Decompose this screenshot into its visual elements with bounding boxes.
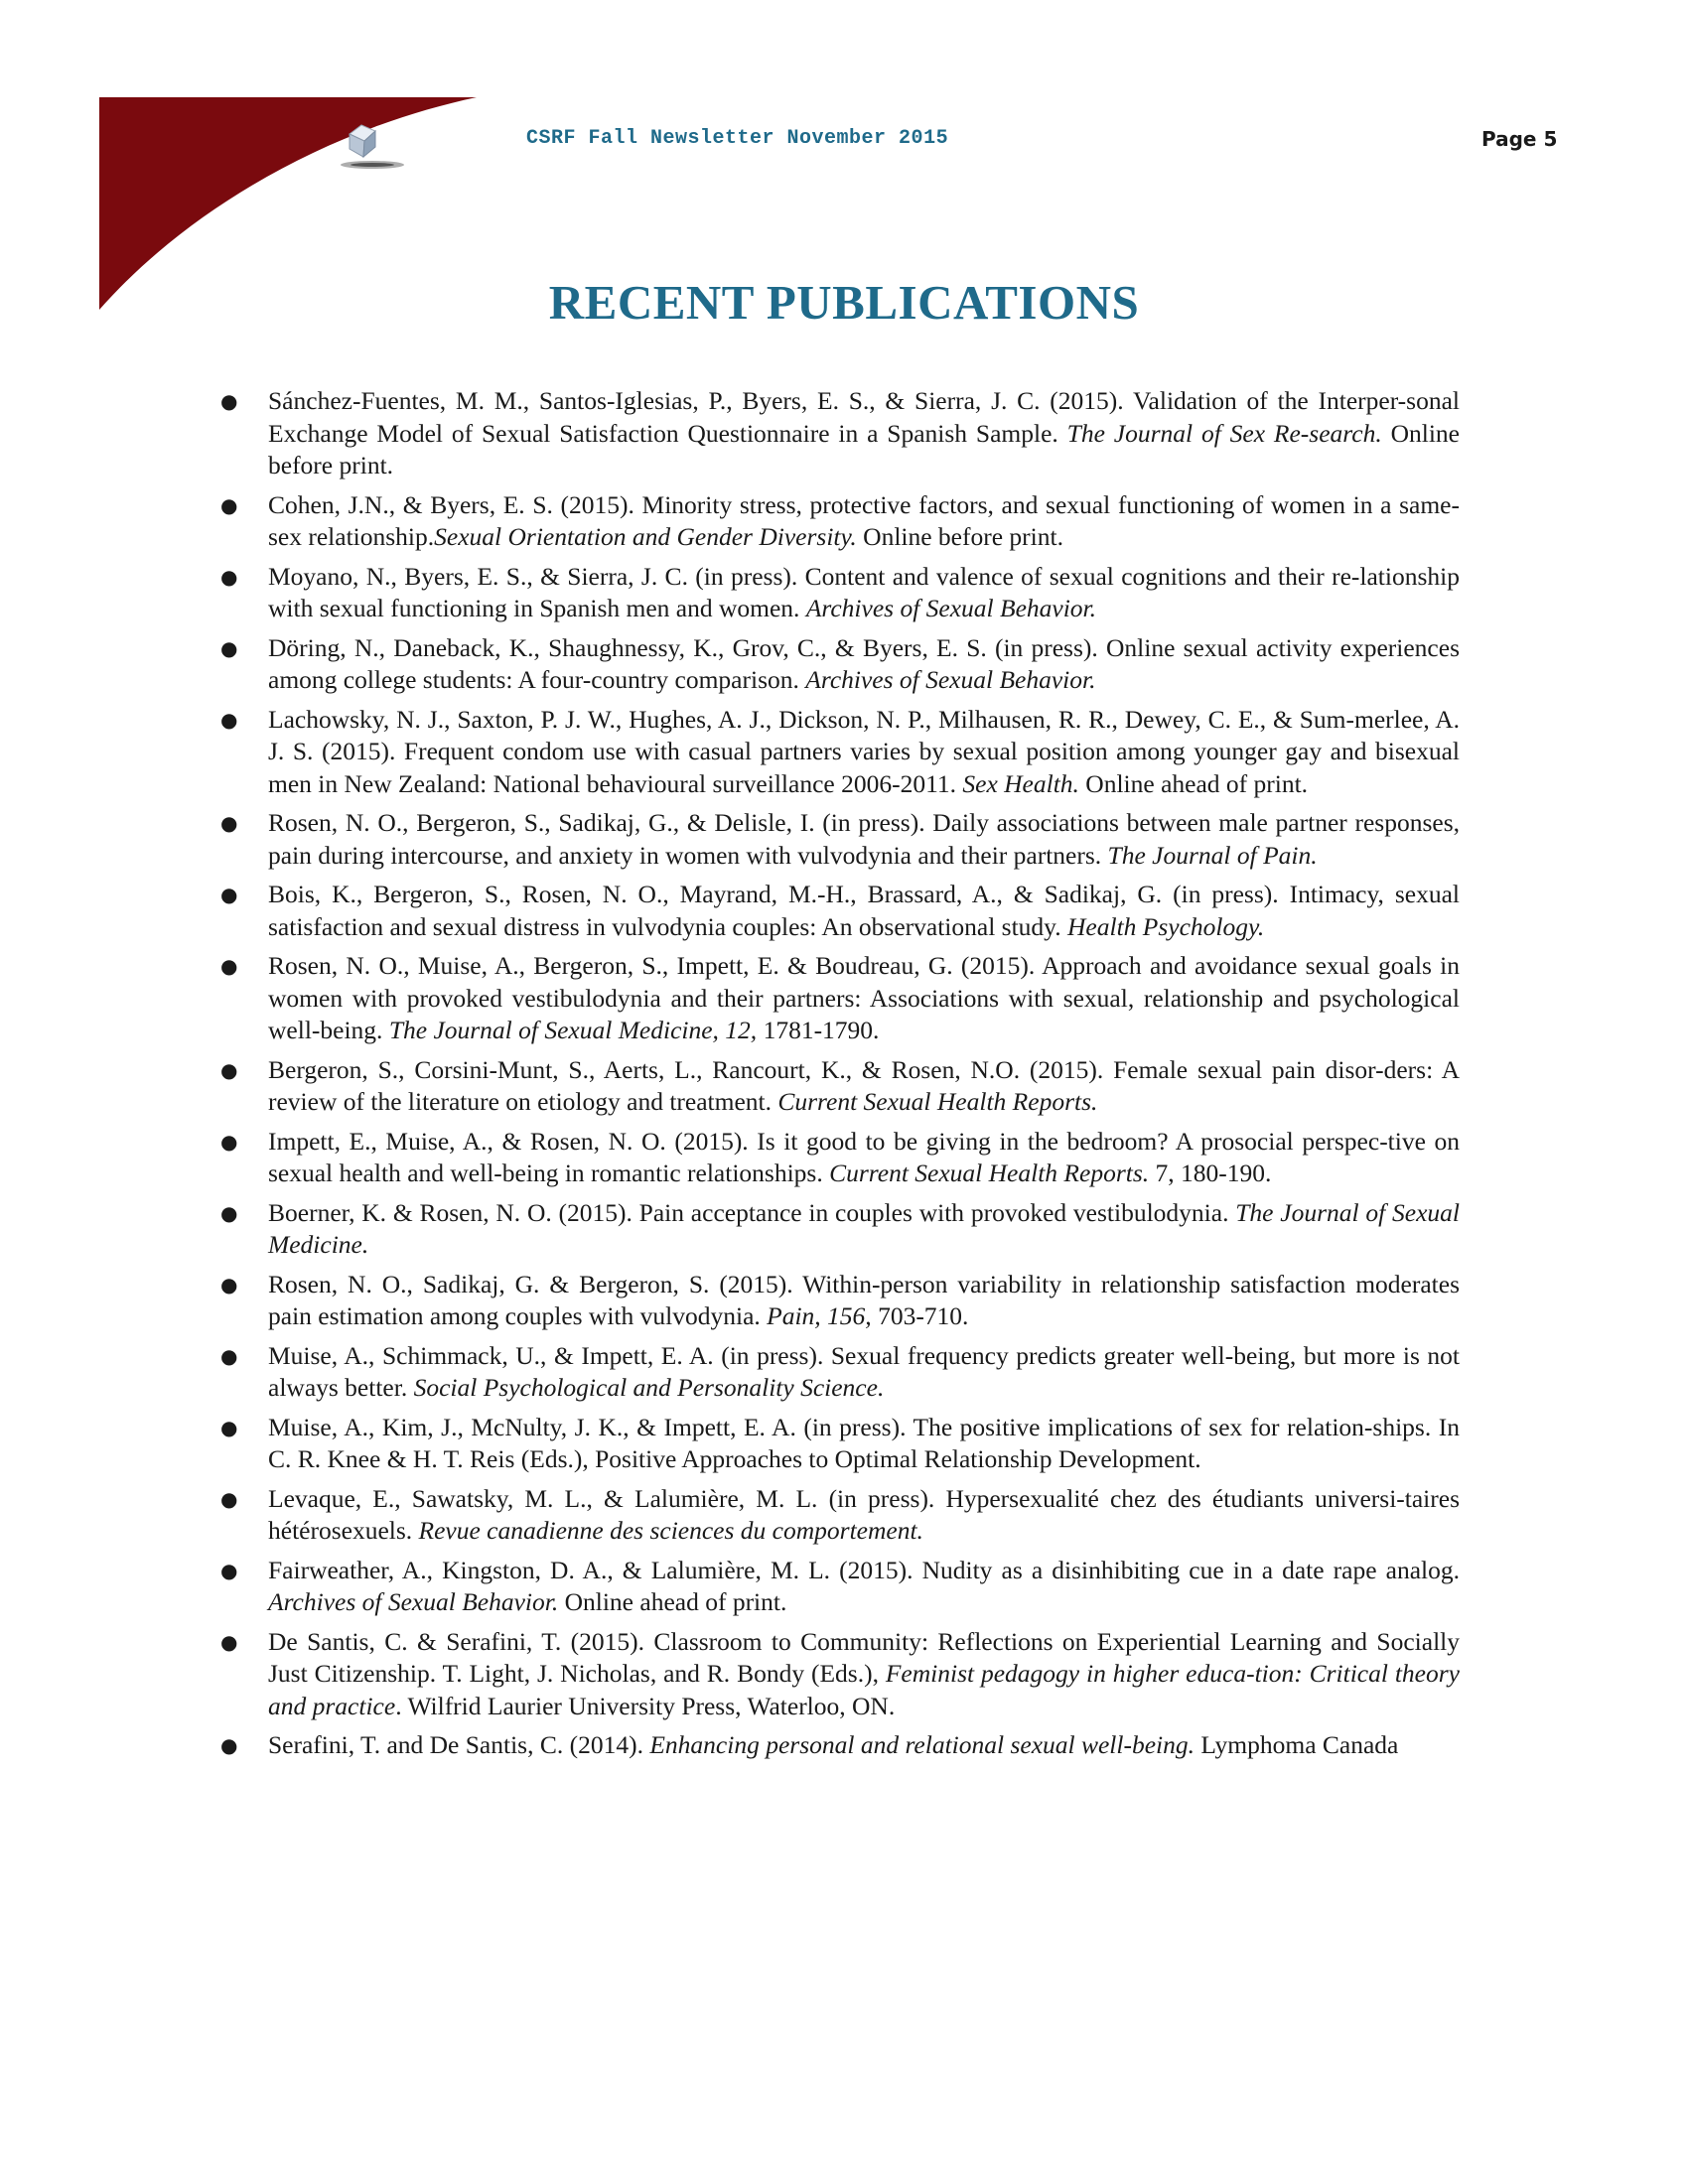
page-number: Page 5 xyxy=(1481,127,1558,151)
bullet-icon: ● xyxy=(220,1343,238,1368)
bullet-icon: ● xyxy=(220,1272,238,1297)
publication-item: ● Bergeron, S., Corsini-Munt, S., Aerts, L., Rancourt, K., & Rosen, N.O. (2015). Female sexual pain disor-ders: A review of the literature on etiology and treatment. Current Sexual Health Reports. xyxy=(220,1054,1460,1116)
publication-item: ● Bois, K., Bergeron, S., Rosen, N. O., Mayrand, M.-H., Brassard, A., & Sadikaj, G. (in press). Intimacy, sexual satisfaction and sexual distress in vulvodynia couples: An observational study. Health Psychology. xyxy=(220,880,1460,941)
publication-item: ● Fairweather, A., Kingston, D. A., & Lalumière, M. L. (2015). Nudity as a disinhibiting cue in a date rape analog. Archives of Sexual Behavior. Online ahead of print. xyxy=(220,1555,1460,1616)
publication-item: ● Serafini, T. and De Santis, C. (2014). Enhancing personal and relational sexual well-being. Lymphoma Canada xyxy=(268,1729,1460,1762)
bullet-icon: ● xyxy=(220,1057,238,1082)
publication-item: ● De Santis, C. & Serafini, T. (2015). Classroom to Community: Reflections on Experiential Learning and Socially Just Citizenship. T. Light, J. Nicholas, and R. Bondy (Eds.), Feminist pedagogy in higher educa-tion: Critical theory and practice. Wilfrid Laurier University Press, Waterloo, ON. xyxy=(220,1626,1460,1720)
section-title: RECENT PUBLICATIONS xyxy=(548,274,1140,330)
bullet-icon: ● xyxy=(220,883,238,906)
publication-item: ● Döring, N., Daneback, K., Shaughnessy, K., Grov, C., & Byers, E. S. (in press). Online sexual activity experiences among college students: A four-country comparison. Archives of Sexual Behavior. xyxy=(220,632,1460,694)
bullet-icon: ● xyxy=(220,1129,238,1154)
bullet-icon: ● xyxy=(220,707,238,732)
publication-item: ● Impett, E., Muise, A., & Rosen, N. O. (2015). Is it good to be giving in the bedroom? A prosocial perspec-tive on sexual health and well-being in romantic relationships. Current Sexual Health Reports. 7, 180-190. xyxy=(220,1126,1460,1187)
publication-item: ● Lachowsky, N. J., Saxton, P. J. W., Hughes, A. J., Dickson, N. P., Milhausen, R. R., Dewey, C. E., & Sum-merlee, A. J. S. (2015). Frequent condom use with casual partners varies by sexual position among younger gay and bisexual men in New Zealand: National behavioural surveillance 2006-2011. Sex Health. Online ahead of print. xyxy=(220,704,1460,798)
bullet-icon: ● xyxy=(220,1415,238,1439)
bullet-icon: ● xyxy=(220,811,238,835)
newsletter-title: CSRF Fall Newsletter November 2015 xyxy=(526,127,949,150)
bullet-icon: ● xyxy=(220,1558,238,1582)
publication-item: ● Levaque, E., Sawatsky, M. L., & Lalumière, M. L. (in press). Hypersexualité chez des étudiants universi-taires hétérosexuels. Revue canadienne des sciences du comportement. xyxy=(220,1483,1460,1545)
bullet-icon: ● xyxy=(220,635,238,660)
publication-item: ● Muise, A., Kim, J., McNulty, J. K., & Impett, E. A. (in press). The positive implications of sex for relation-ships. In C. R. Knee & H. T. Reis (Eds.), Positive Approaches to Optimal Relationship Development. xyxy=(220,1412,1460,1473)
publication-item: ● Sánchez-Fuentes, M. M., Santos-Iglesias, P., Byers, E. S., & Sierra, J. C. (2015). Validation of the Interper-sonal Exchange Model of Sexual Satisfaction Questionnaire in a Spanish Sample. The Journal of Sex Re-search. Online before print. xyxy=(220,386,1460,479)
publication-item: ● Cohen, J.N., & Byers, E. S. (2015). Minority stress, protective factors, and sexual functioning of women in a same-sex relationship.Sexual Orientation and Gender Diversity. Online before print. xyxy=(220,489,1460,551)
bullet-icon: ● xyxy=(220,1733,238,1757)
bullet-icon: ● xyxy=(220,1629,238,1654)
bullet-icon: ● xyxy=(220,564,238,589)
bullet-icon: ● xyxy=(220,1486,238,1511)
publication-item: ● Boerner, K. & Rosen, N. O. (2015). Pain acceptance in couples with provoked vestibulodynia. The Journal of Sexual Medicine. xyxy=(220,1197,1460,1259)
bullet-icon: ● xyxy=(220,389,238,413)
bullet-icon: ● xyxy=(220,1200,238,1225)
publication-item: ● Muise, A., Schimmack, U., & Impett, E. A. (in press). Sexual frequency predicts greater well-being, but more is not always better. Social Psychological and Personality Science. xyxy=(220,1340,1460,1402)
bullet-icon: ● xyxy=(220,492,238,517)
publication-list xyxy=(0,385,1688,1769)
publication-item: ● Rosen, N. O., Bergeron, S., Sadikaj, G., & Delisle, I. (in press). Daily associations between male partner responses, pain during intercourse, and anxiety in women with vulvodynia and their partners. The Journal of Pain. xyxy=(220,808,1460,870)
bullet-icon: ● xyxy=(220,954,238,978)
publication-item: ● Rosen, N. O., Sadikaj, G. & Bergeron, S. (2015). Within-person variability in relationship satisfaction moderates pain estimation among couples with vulvodynia. Pain, 156, 703-710. xyxy=(220,1269,1460,1330)
publication-item: ● Rosen, N. O., Muise, A., Bergeron, S., Impett, E. & Boudreau, G. (2015). Approach and avoidance sexual goals in women with provoked vestibulodynia and their partners: Associations with sexual, relationship and psychological well-being. The Journal of Sexual Medicine, 12, 1781-1790. xyxy=(220,951,1460,1044)
publication-item: ● Moyano, N., Byers, E. S., & Sierra, J. C. (in press). Content and valence of sexual cognitions and their re-lationship with sexual functioning in Spanish men and women. Archives of Sexual Behavior. xyxy=(220,561,1460,622)
